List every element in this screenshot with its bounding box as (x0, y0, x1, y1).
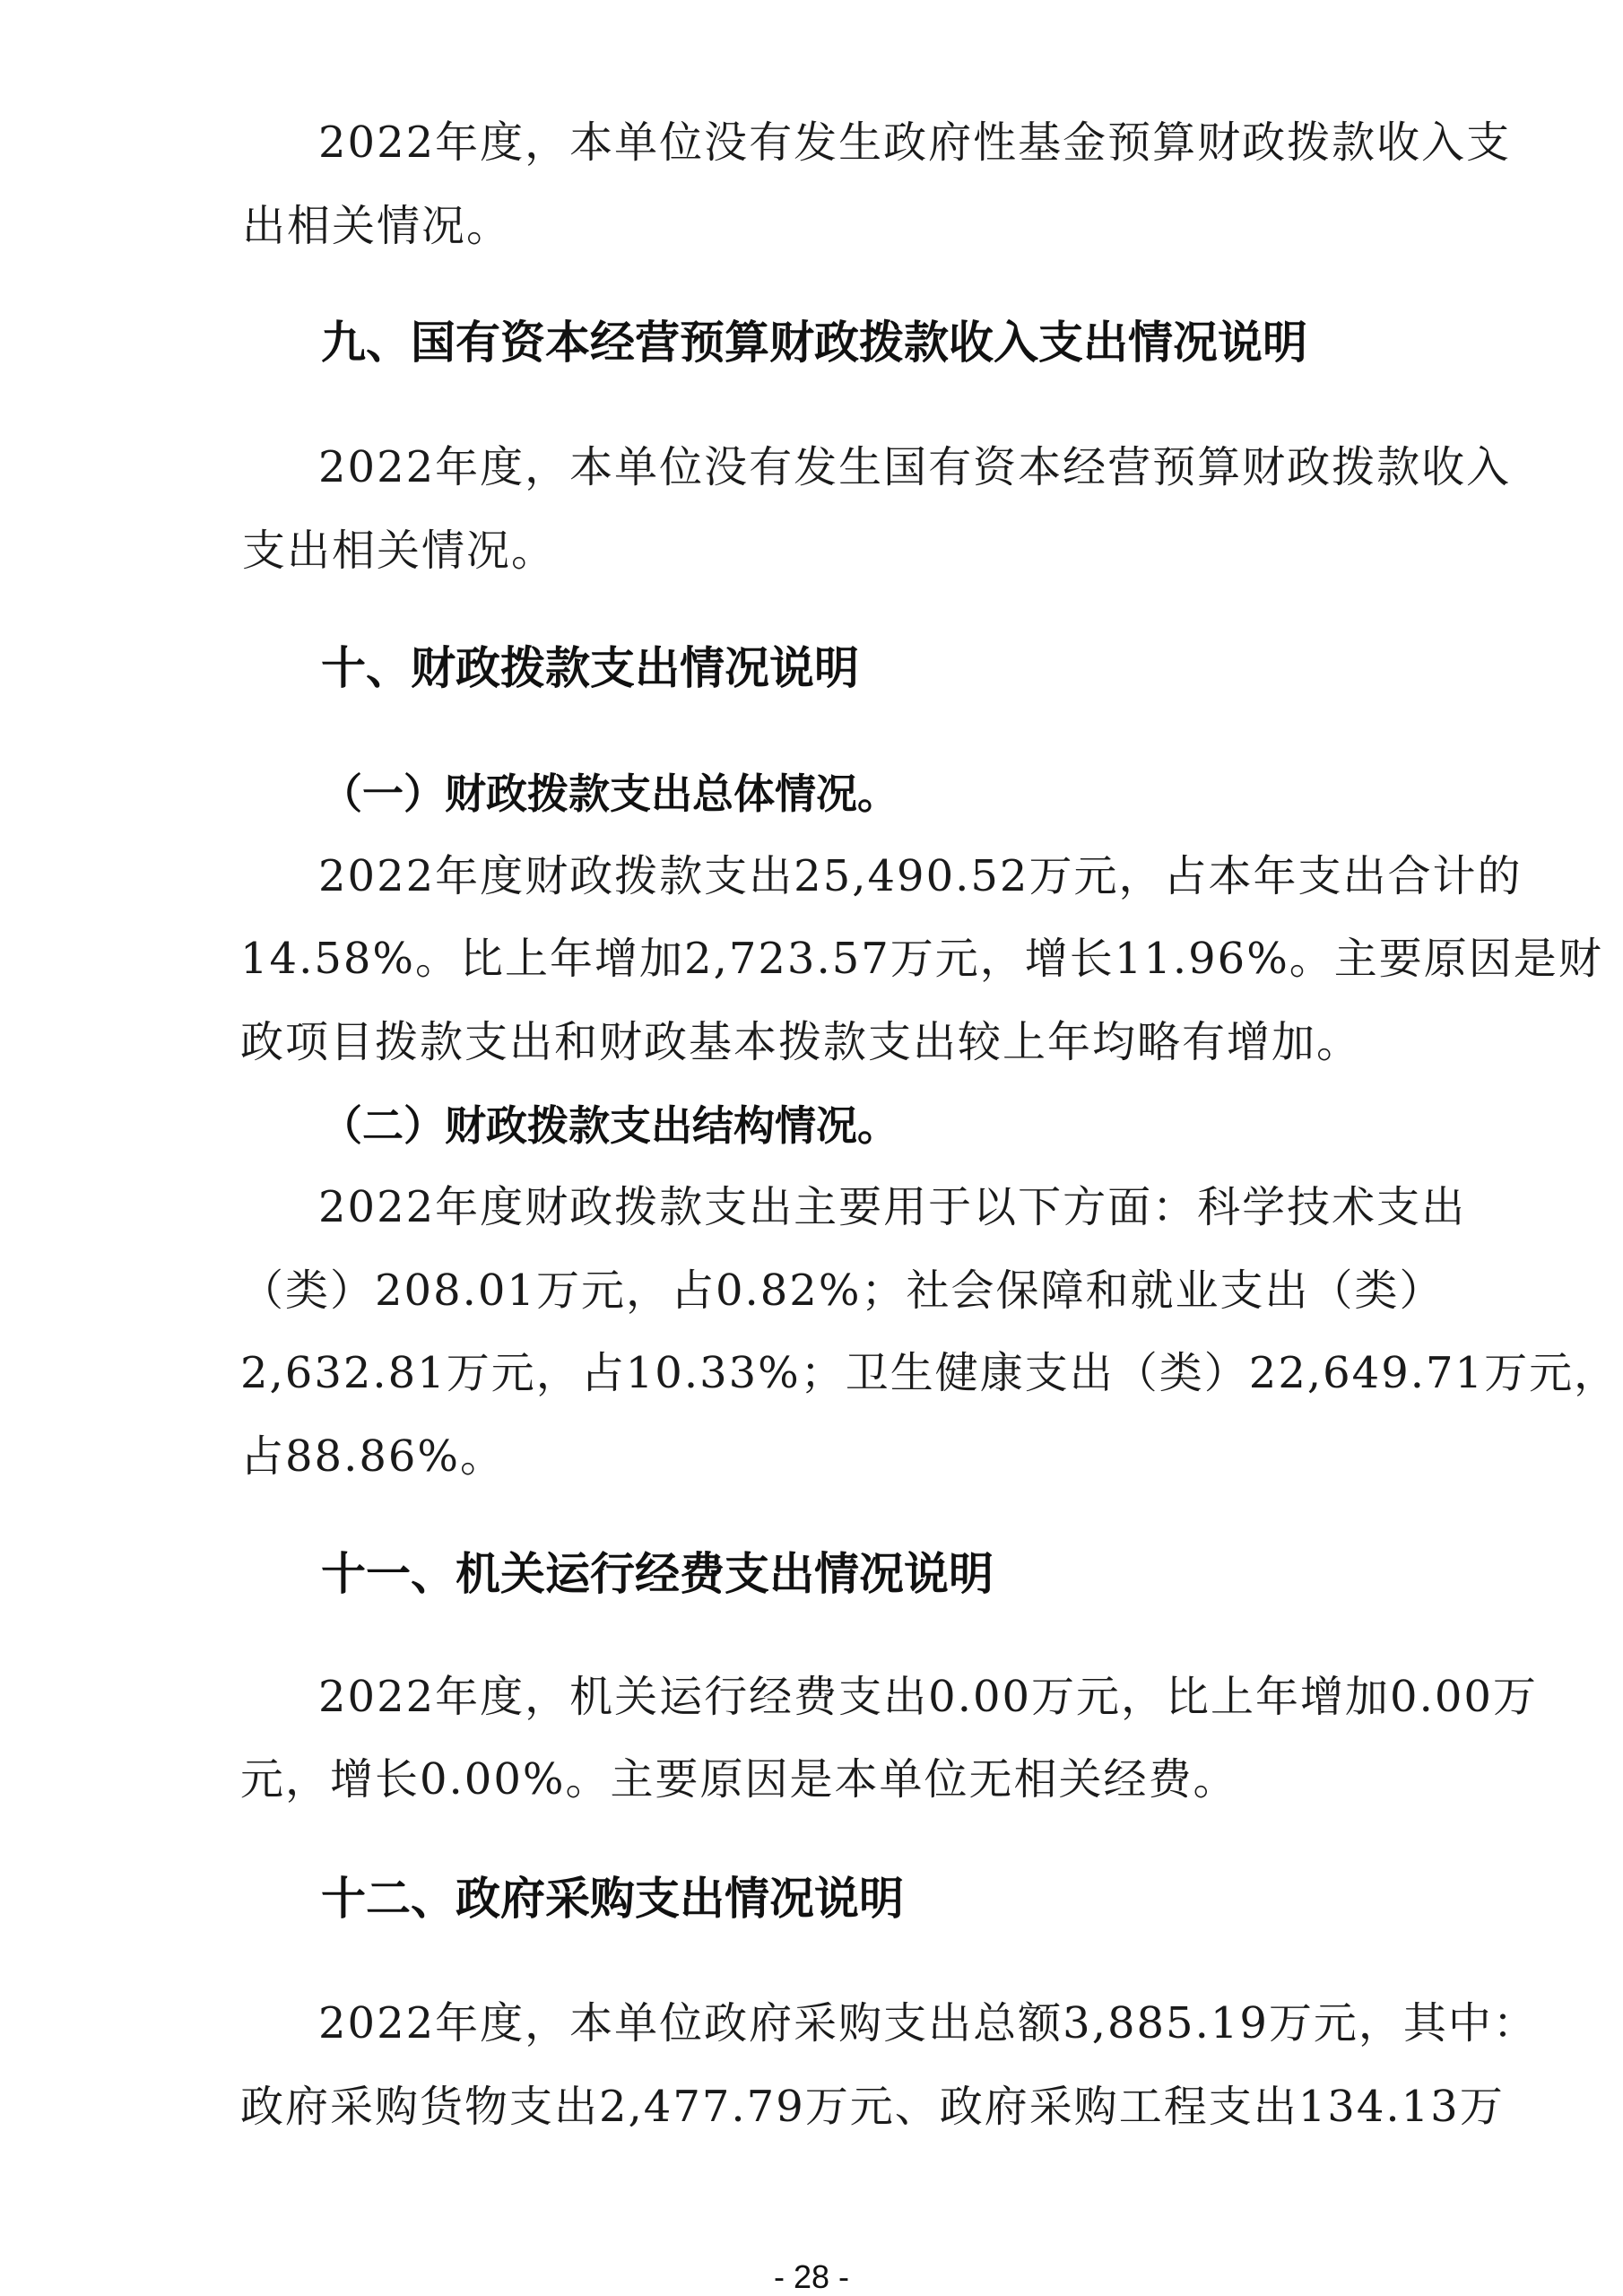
section-heading-nine: 九、国有资本经营预算财政拨款收入支出情况说明 (321, 317, 1307, 369)
paragraph-line: 政项目拨款支出和财政基本拨款支出较上年均略有增加。 (240, 1017, 1362, 1067)
paragraph-line: （类）208.01万元，占0.82%；社会保障和就业支出（类） (240, 1265, 1445, 1316)
paragraph-line: 2,632.81万元，占10.33%；卫生健康支出（类）22,649.71万元， (240, 1348, 1619, 1398)
paragraph-line: 2022年度财政拨款支出主要用于以下方面：科学技术支出 (318, 1182, 1467, 1232)
subsection-heading-structure: （二）财政拨款支出结构情况。 (321, 1101, 898, 1150)
section-heading-twelve: 十二、政府采购支出情况说明 (321, 1873, 904, 1925)
paragraph-line: 元，增长0.00%。主要原因是本单位无相关经费。 (240, 1754, 1238, 1805)
paragraph-line: 2022年度财政拨款支出25,490.52万元，占本年支出合计的 (318, 851, 1523, 901)
paragraph-line: 支出相关情况。 (242, 526, 557, 576)
paragraph-line: 2022年度，本单位没有发生政府性基金预算财政拨款收入支 (318, 117, 1512, 168)
paragraph-line: 2022年度，本单位政府采购支出总额3,885.19万元，其中： (318, 1998, 1538, 2048)
page-number: - 28 - (773, 2258, 850, 2295)
paragraph-line: 出相关情况。 (242, 201, 512, 251)
section-heading-ten: 十、财政拨款支出情况说明 (321, 642, 859, 694)
paragraph-line: 政府采购货物支出2,477.79万元、政府采购工程支出134.13万 (240, 2082, 1505, 2132)
subsection-heading-overall: （一）财政拨款支出总体情况。 (321, 770, 898, 818)
paragraph-line: 14.58%。比上年增加2,723.57万元，增长11.96%。主要原因是财 (240, 934, 1603, 984)
paragraph-line: 2022年度，本单位没有发生国有资本经营预算财政拨款收入 (318, 442, 1512, 492)
section-heading-eleven: 十一、机关运行经费支出情况说明 (321, 1548, 994, 1600)
paragraph-line: 2022年度，机关运行经费支出0.00万元，比上年增加0.00万 (318, 1672, 1538, 1722)
paragraph-line: 占88.86%。 (240, 1431, 506, 1482)
